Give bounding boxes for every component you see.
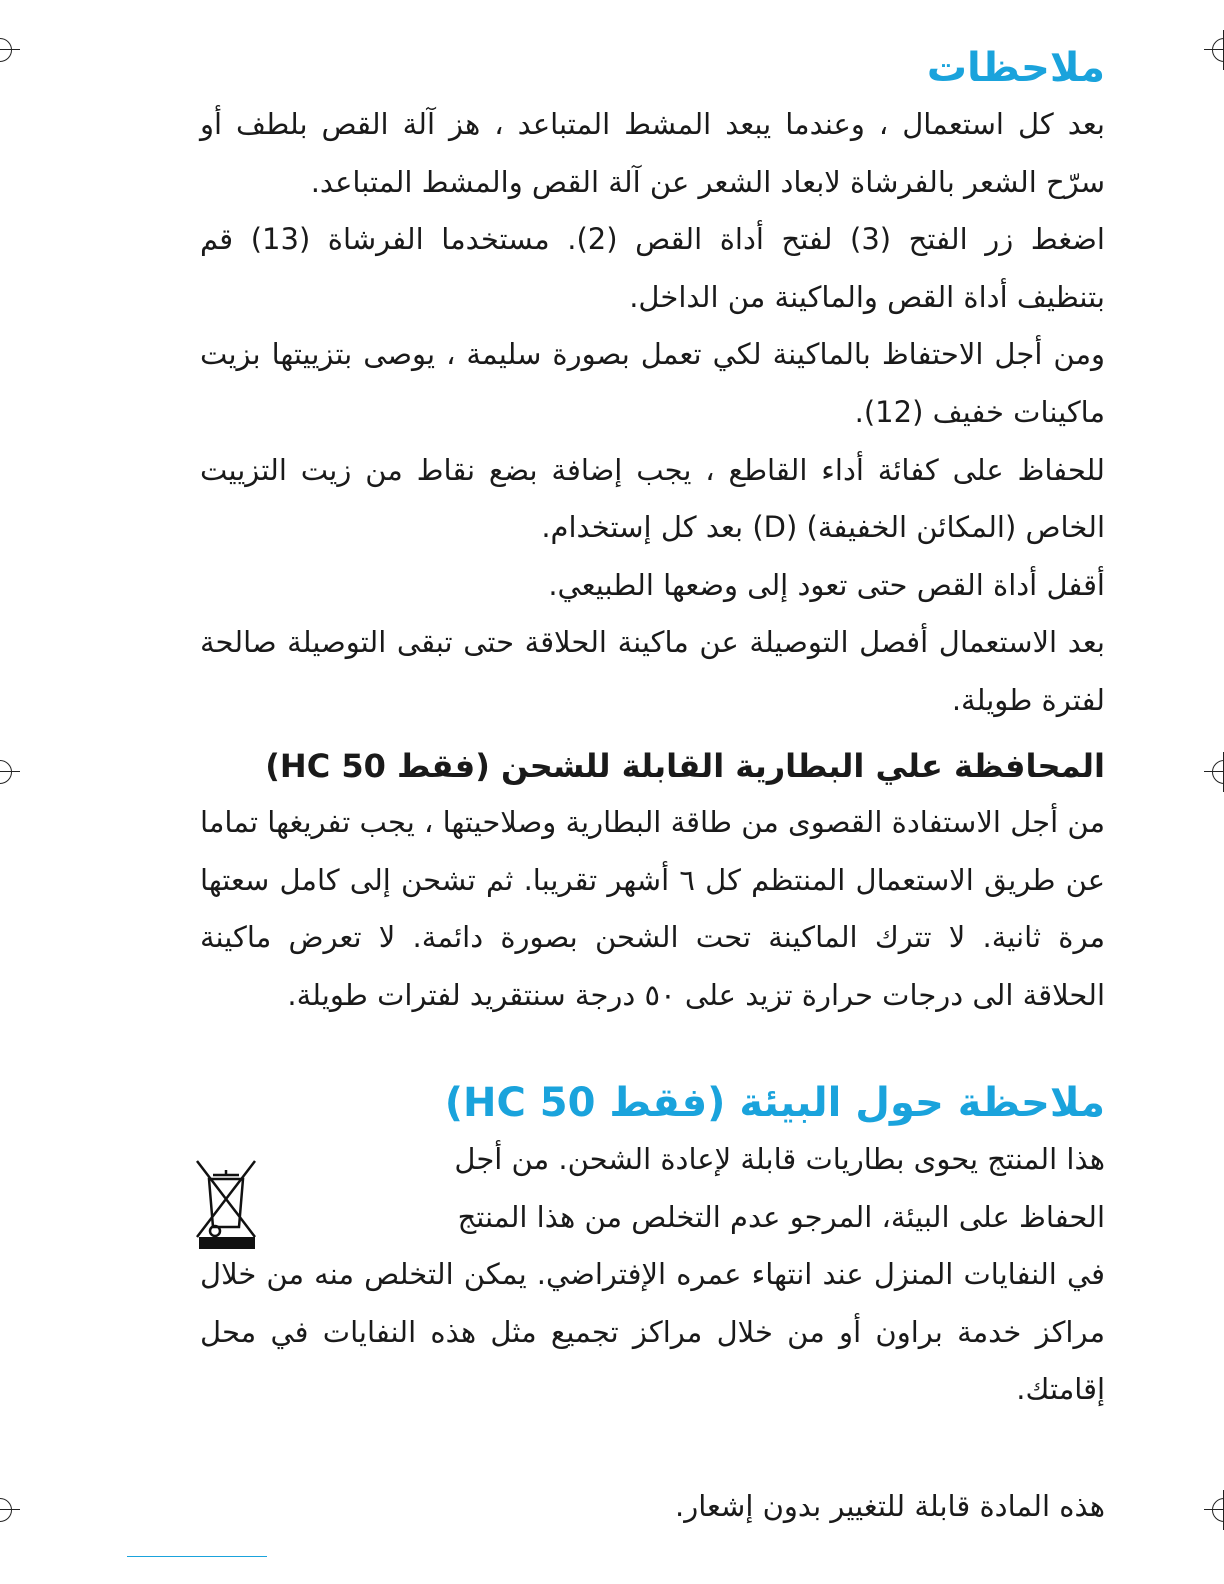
- environment-text-full: في النفايات المنزل عند انتهاء عمره الإفتراضي. يمكن التخلص منه من خلال مراكز خدمة براون أو من خلال مراكز تجميع مثل هذه النفايات في محل إقامتك.: [200, 1257, 1105, 1407]
- notes-title: ملاحظات: [926, 45, 1105, 91]
- environment-section: [200, 1075, 1105, 1419]
- notes-paragraph-4: للحفاظ على كفائة أداء القاطع ، يجب إضافة بضع نقاط من زيت التزييت الخاص (المكائن الخفيفة) (D) بعد كل إستخدام.: [200, 452, 1105, 545]
- registration-mark-top-left: [0, 30, 20, 70]
- notes-paragraph-3: ومن أجل الاحتفاظ بالماكينة لكي تعمل بصورة سليمة ، يوصى بتزييتها بزيت ماكينات خفيف (12).: [200, 337, 1105, 429]
- notes-paragraph-5: أقفل أداة القص حتى تعود إلى وضعها الطبيعي.: [548, 567, 1105, 602]
- notes-paragraph-6: بعد الاستعمال أفصل التوصيلة عن ماكينة الحلاقة حتى تبقى التوصيلة صالحة لفترة طويلة.: [200, 625, 1105, 717]
- weee-bar: [199, 1237, 255, 1249]
- notes-paragraph-2: اضغط زر الفتح (3) لفتح أداة القص (2). مستخدما الفرشاة (13) قم بتنظيف أداة القص والماكينة من الداخل.: [200, 222, 1105, 314]
- registration-mark-bottom-left: [0, 1490, 20, 1530]
- notes-section: [200, 40, 1105, 730]
- notes-paragraph-1: بعد كل استعمال ، وعندما يبعد المشط المتباعد ، هز آلة القص بلطف أو سرّح الشعر بالفرشاة لابعاد الشعر عن آلة القص والمشط المتباعد.: [200, 107, 1105, 199]
- battery-section: [200, 738, 1105, 1024]
- footer-section: [200, 1478, 1105, 1536]
- footer-text: هذه المادة قابلة للتغيير بدون إشعار.: [674, 1489, 1105, 1523]
- crossed-out-wheelie-bin-icon: [193, 1155, 259, 1250]
- registration-mark-middle-left: [0, 752, 20, 792]
- environment-text-narrow: هذا المنتج يحوى بطاريات قابلة لإعادة الشحن. من أجل الحفاظ على البيئة، المرجو عدم التخلص من هذا المنتج: [454, 1142, 1105, 1234]
- battery-heading: المحافظة علي البطارية القابلة للشحن (فقط HC 50): [265, 747, 1105, 785]
- environment-heading: ملاحظة حول البيئة (فقط HC 50): [444, 1080, 1105, 1126]
- registration-mark-middle-right: [1204, 752, 1224, 792]
- footer-divider: [127, 1556, 267, 1557]
- registration-mark-bottom-right: [1204, 1490, 1224, 1530]
- registration-mark-top-right: [1204, 30, 1224, 70]
- battery-text: من أجل الاستفادة القصوى من طاقة البطارية وصلاحيتها ، يجب تفريغها تماما عن طريق الاستعمال المنتظم كل ٦ أشهر تقريبا. ثم تشحن إلى كامل سعتها مرة ثانية. لا تترك الماكينة تحت الشحن بصورة دائمة. لا تعرض ماكينة الحلاقة الى درجات حرارة تزيد على ٥٠ درجة سنتقريد لفترات طويلة.: [200, 805, 1105, 1012]
